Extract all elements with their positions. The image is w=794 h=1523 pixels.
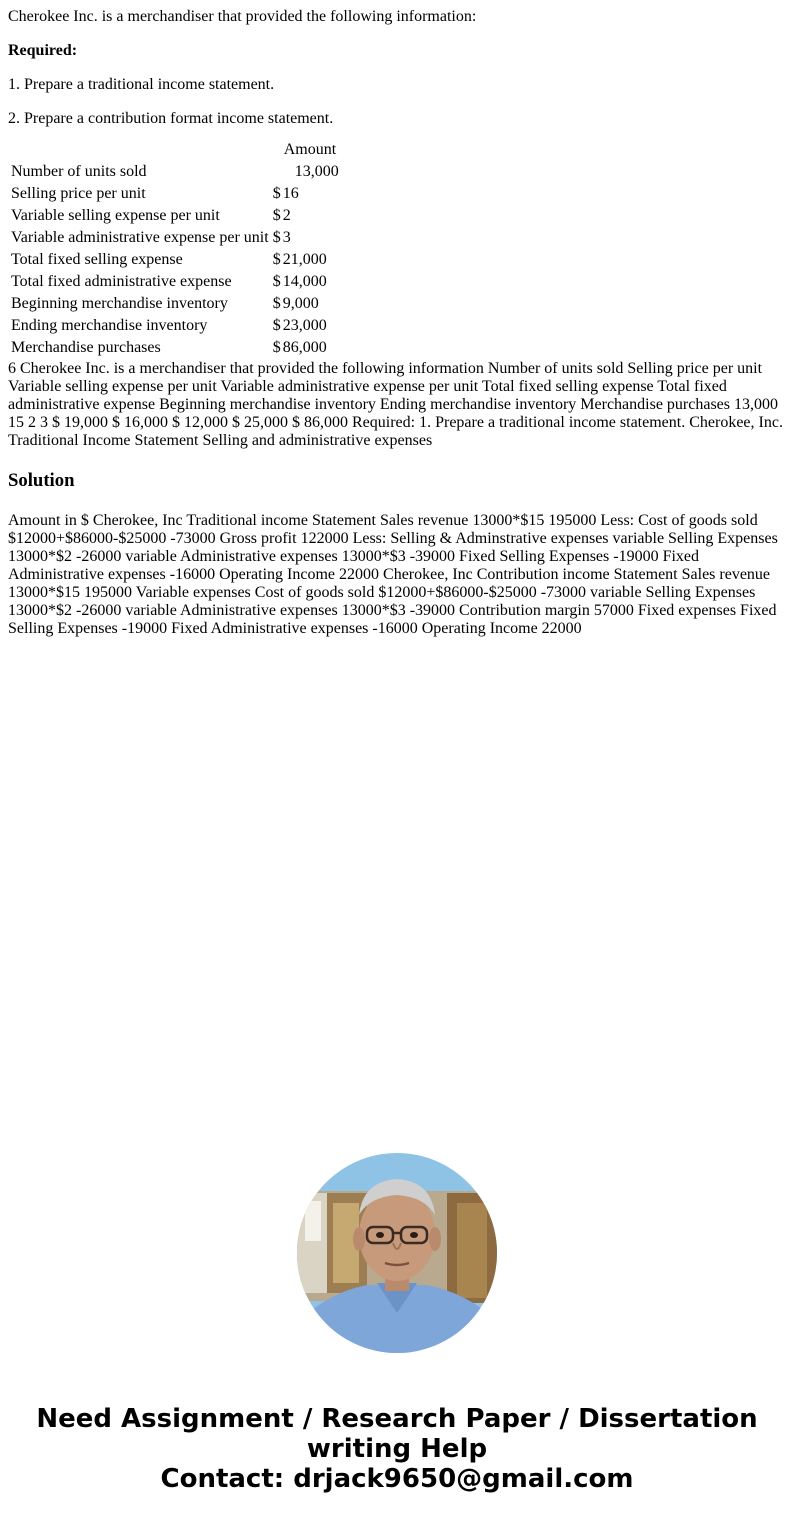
table-row xyxy=(10,206,340,226)
question-intro: Cherokee Inc. is a merchandiser that provided the following information: xyxy=(8,8,477,25)
table-row xyxy=(10,294,340,314)
required-label-text: Required: xyxy=(8,42,78,59)
table-row-value: 14,000 xyxy=(282,273,327,290)
table-row-currency: $ xyxy=(272,339,281,356)
table-row-label: Ending merchandise inventory xyxy=(11,317,208,334)
table-row xyxy=(10,316,340,336)
table-row-label: Beginning merchandise inventory xyxy=(11,295,228,312)
table-row xyxy=(10,272,340,292)
table-row-currency: $ xyxy=(272,251,281,268)
task-1: 1. Prepare a traditional income statement. xyxy=(8,76,275,93)
table-row-label: Total fixed selling expense xyxy=(11,251,183,268)
promo-line-2: writing Help xyxy=(306,1434,488,1464)
garbled-question-text: 6 Cherokee Inc. is a merchandiser that provided the following information Number of units sold Selling price per unit Variable selling expense per unit Variable administrative expense per unit Total fixed selling expense Total fixed administrative expense Beginning merchandise inventory Ending merchandise inventory Merchandise purchases 13,000 15 2 3 $ 19,000 $ 16,000 $ 12,000 $ 25,000 $ 86,000 Required: 1. Prepare a traditional income statement. Cherokee, Inc. Traditional Income Statement Selling and administrative expenses xyxy=(8,360,783,449)
table-row-label: Total fixed administrative expense xyxy=(11,273,232,290)
table-row-value: 13,000 xyxy=(294,163,339,180)
table-row-value: 86,000 xyxy=(282,339,327,356)
author-avatar xyxy=(297,1153,497,1353)
table-row-currency: $ xyxy=(272,273,281,290)
table-row-label: Number of units sold xyxy=(11,163,147,180)
promo-line-1: Need Assignment / Research Paper / Dissertation xyxy=(36,1404,758,1434)
required-label xyxy=(8,42,786,60)
table-row-label: Variable administrative expense per unit xyxy=(11,229,269,246)
table-header-label xyxy=(10,140,270,160)
promo-banner xyxy=(0,1404,794,1494)
table-body xyxy=(10,162,340,358)
table-row-label: Selling price per unit xyxy=(11,185,146,202)
table-row-value: 23,000 xyxy=(282,317,327,334)
promo-contact-email: Contact: drjack9650@gmail.com xyxy=(160,1464,634,1494)
table-row xyxy=(10,184,340,204)
task-2: 2. Prepare a contribution format income statement. xyxy=(8,110,334,127)
table-row xyxy=(10,228,340,248)
table-row-value: 2 xyxy=(282,207,291,224)
table-row-currency: $ xyxy=(272,317,281,334)
table-row-currency: $ xyxy=(272,185,281,202)
table-row-currency: $ xyxy=(272,207,281,224)
table-row-label: Merchandise purchases xyxy=(11,339,161,356)
table-header-row xyxy=(10,140,340,160)
solution-text: Amount in $ Cherokee, Inc Traditional income Statement Sales revenue 13000*$15 195000 Less: Cost of goods sold $12000+$86000-$25000 -73000 Gross profit 122000 Less: Selling & Adminstrative expenses variable Selling Expenses 13000*$2 -26000 variable Administrative expenses 13000*$3 -39000 Fixed Selling Expenses -19000 Fixed Administrative expenses -16000 Operating Income 22000 Cherokee, Inc Contribution income Statement Sales revenue 13000*$15 195000 Variable expenses Cost of goods sold $12000+$86000-$25000 -73000 variable Selling Expenses 13000*$2 -26000 variable Administrative expenses 13000*$3 -39000 Contribution margin 57000 Fixed expenses Fixed Selling Expenses -19000 Fixed Administrative expenses -16000 Operating Income 22000 xyxy=(8,512,778,637)
avatar-portrait xyxy=(297,1153,497,1353)
data-table xyxy=(8,138,342,360)
table-row xyxy=(10,338,340,358)
table-row-value: 16 xyxy=(282,185,299,202)
table-row-label: Variable selling expense per unit xyxy=(11,207,220,224)
table-row-value: 9,000 xyxy=(282,295,319,312)
table-row xyxy=(10,250,340,270)
table-row-currency: $ xyxy=(272,229,281,246)
table-row-value: 21,000 xyxy=(282,251,327,268)
table-row-currency xyxy=(272,162,281,182)
document-body xyxy=(0,0,794,638)
table-row xyxy=(10,162,340,182)
table-row-value: 3 xyxy=(282,229,291,246)
solution-heading: Solution xyxy=(8,470,75,491)
table-row-currency: $ xyxy=(272,295,281,312)
table-header-amount: Amount xyxy=(283,141,337,158)
